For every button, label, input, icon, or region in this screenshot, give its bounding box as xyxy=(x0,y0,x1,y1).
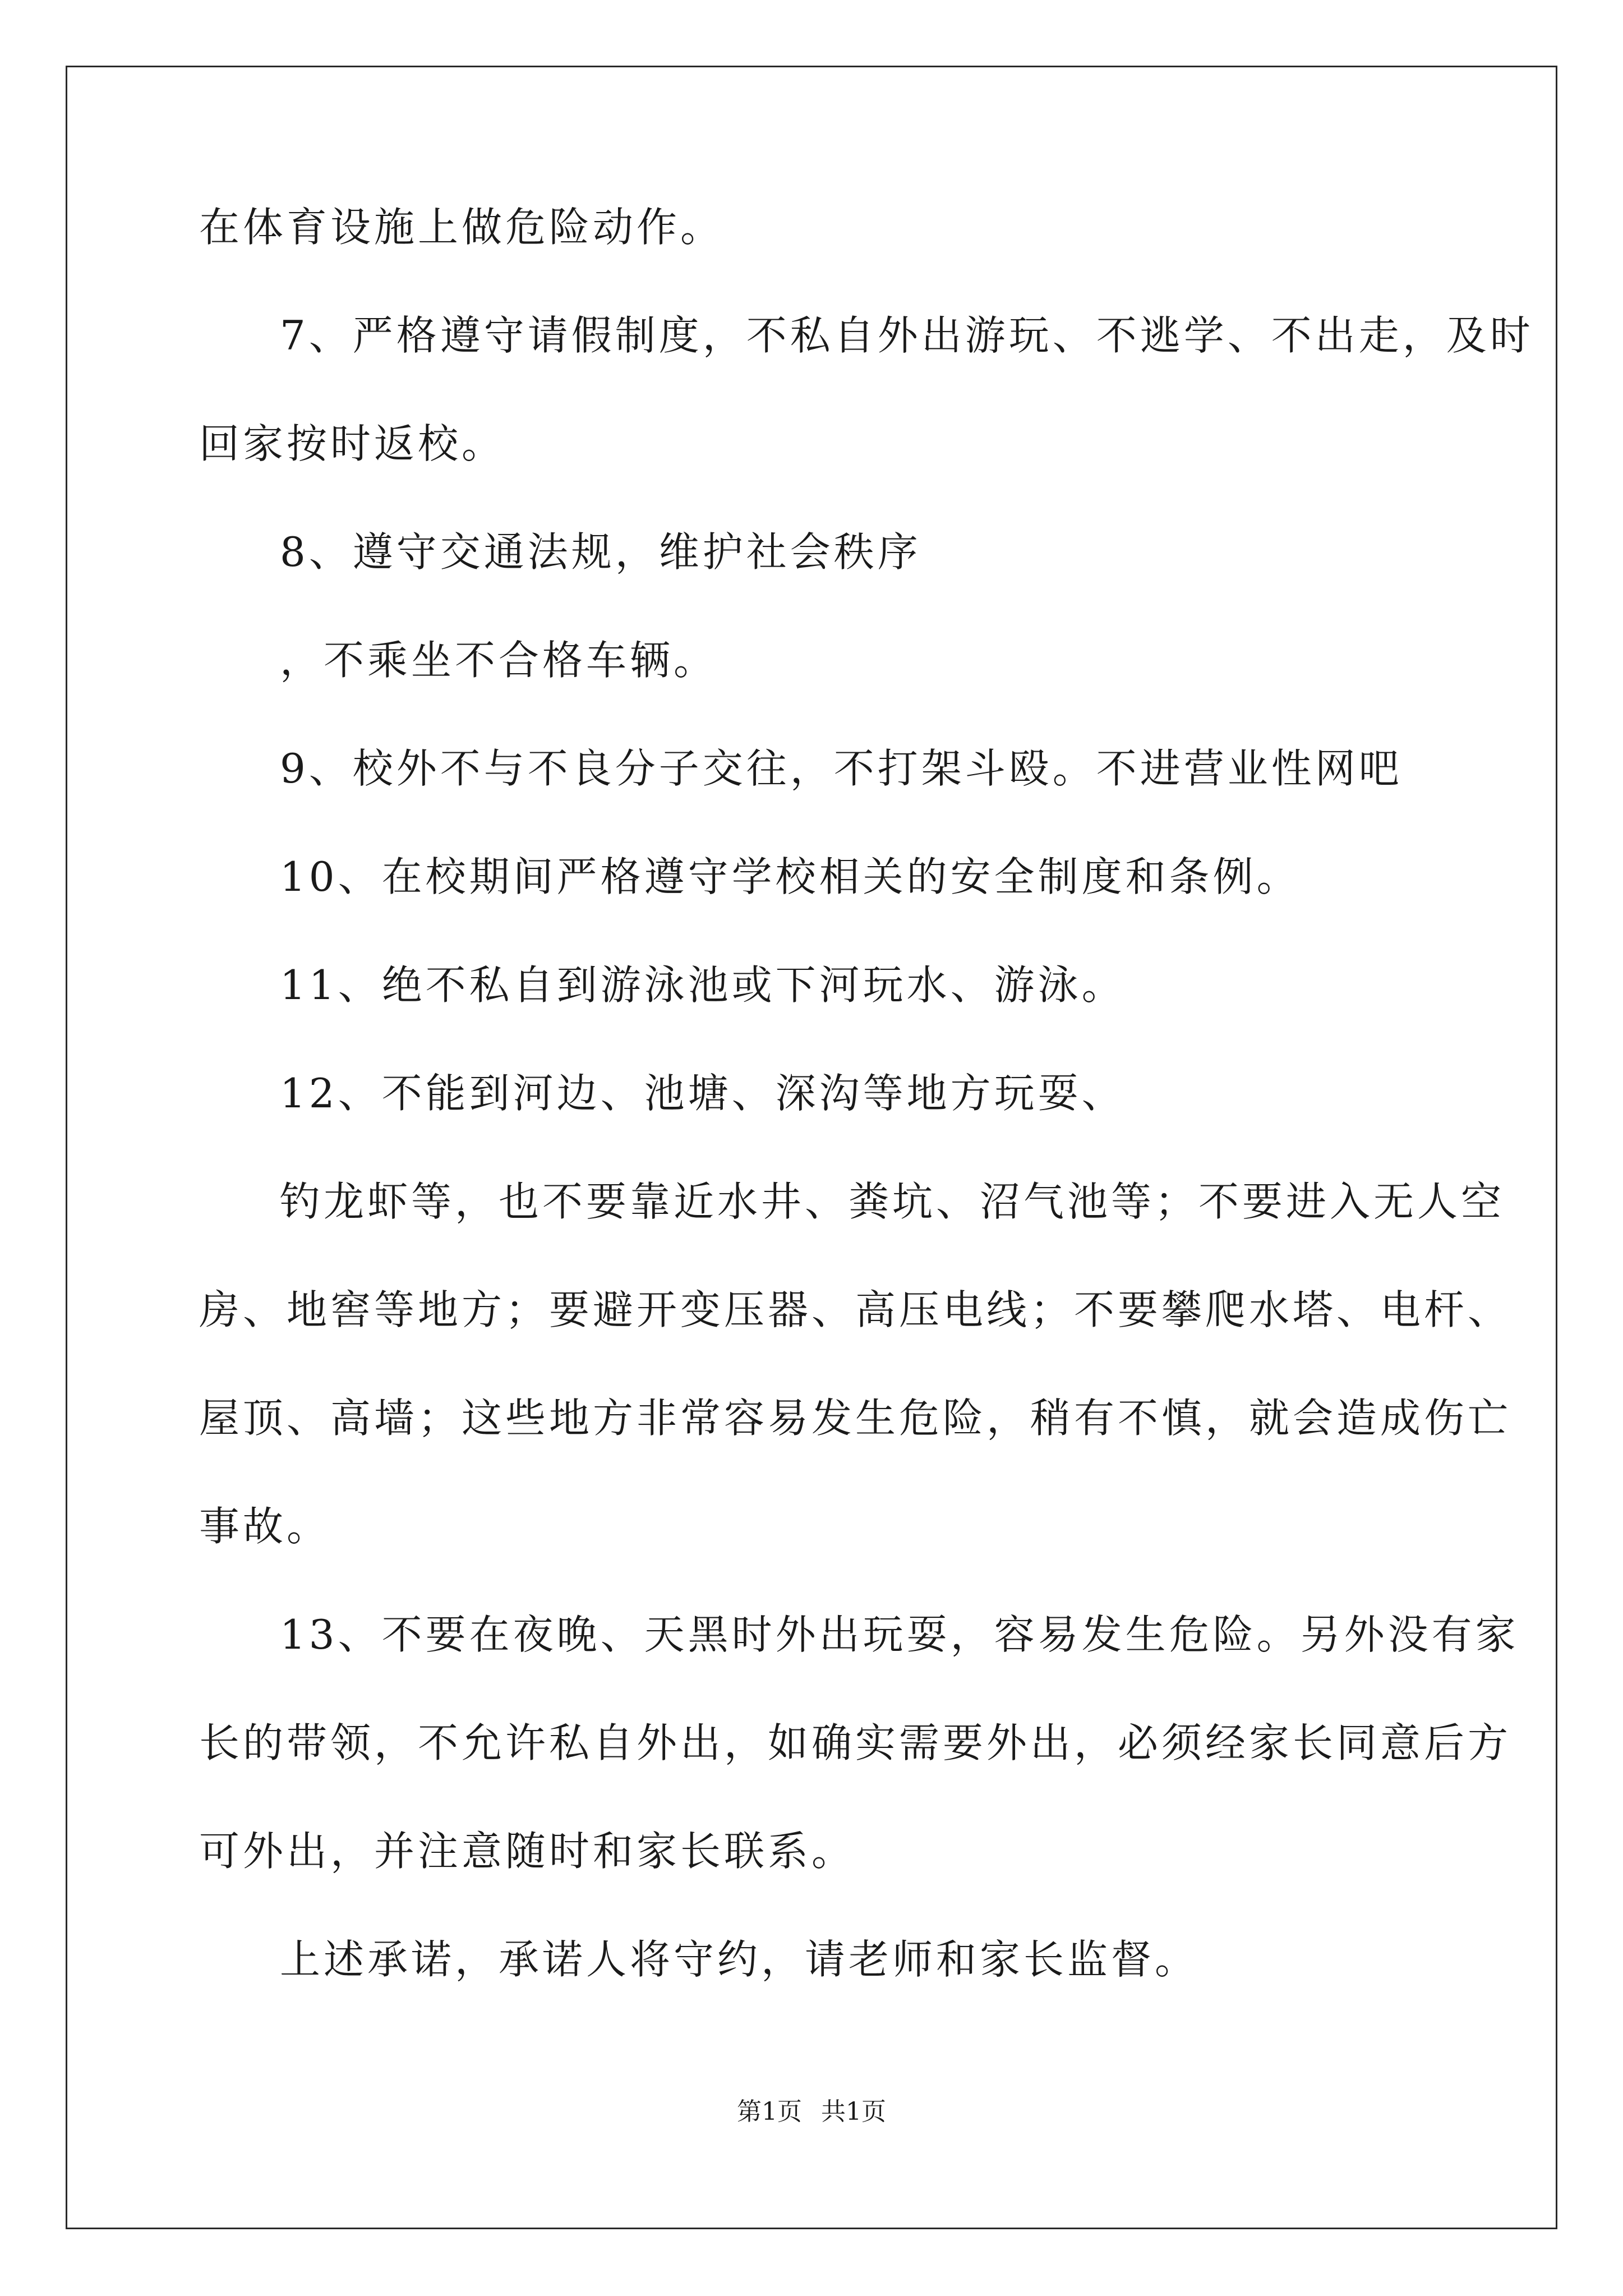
text-line: 7、严格遵守请假制度，不私自外出游玩、不逃学、不出走，及时 xyxy=(280,312,1534,359)
text-line: 10、在校期间严格遵守学校相关的安全制度和条例。 xyxy=(280,853,1301,900)
text-line: 钓龙虾等，也不要靠近水井、粪坑、沼气池等；不要进入无人空 xyxy=(280,1178,1505,1225)
text-line: ，不乘坐不合格车辆。 xyxy=(280,637,718,684)
text-line: 房、地窖等地方；要避开变压器、高压电线；不要攀爬水塔、电杆、 xyxy=(199,1286,1512,1333)
text-line: 屋顶、高墙；这些地方非常容易发生危险，稍有不慎，就会造成伤亡 xyxy=(199,1395,1512,1442)
text-line: 长的带领，不允许私自外出，如确实需要外出，必须经家长同意后方 xyxy=(199,1719,1512,1766)
text-line: 回家按时返校。 xyxy=(199,420,506,467)
text-line: 事故。 xyxy=(199,1503,331,1550)
text-line: 在体育设施上做危险动作。 xyxy=(199,204,725,251)
page-number-current: 第1页 xyxy=(737,2097,802,2126)
text-line: 13、不要在夜晚、天黑时外出玩耍，容易发生危险。另外没有家 xyxy=(280,1611,1519,1658)
page-footer xyxy=(0,2095,1623,2129)
text-line: 可外出，并注意随时和家长联系。 xyxy=(199,1828,856,1875)
text-line: 12、不能到河边、池塘、深沟等地方玩耍、 xyxy=(280,1070,1126,1117)
text-line: 上述承诺，承诺人将守约，请老师和家长监督。 xyxy=(280,1936,1199,1983)
page-border xyxy=(66,66,1557,2229)
text-line: 8、遵守交通法规，维护社会秩序 xyxy=(280,528,921,576)
text-line: 11、绝不私自到游泳池或下河玩水、游泳。 xyxy=(280,961,1126,1009)
text-line: 9、校外不与不良分子交往，不打架斗殴。不进营业性网吧 xyxy=(280,745,1403,792)
page-number-total: 共1页 xyxy=(821,2097,886,2126)
